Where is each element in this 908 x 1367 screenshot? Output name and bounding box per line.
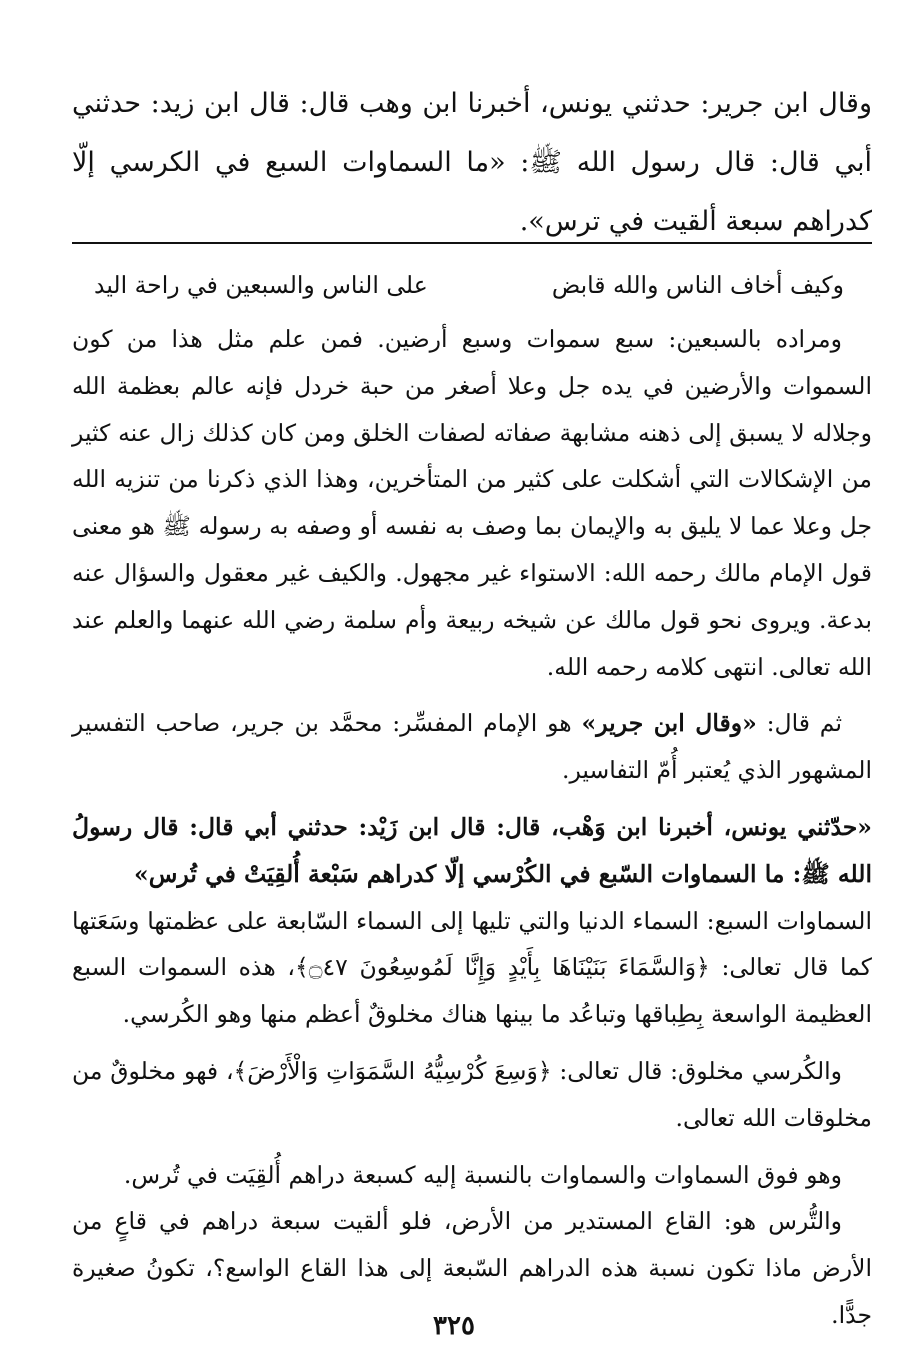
paragraph-5: والكُرسي مخلوق: قال تعالى: ﴿وَسِعَ كُرْسِيُّهُ السَّمَوَاتِ وَالْأَرْضَ﴾، فهو مخلوقٌ من مخلوقات الله تعالى.	[72, 1056, 872, 1132]
poetry-verse	[72, 262, 872, 308]
paragraph-2-prefix: ثم قال:	[756, 709, 842, 738]
commentary-body	[72, 262, 872, 1339]
verse-hemistich-1: وكيف أخاف الناس والله قابض	[551, 271, 844, 299]
paragraph-2-bold: «وقال ابن جرير»	[581, 709, 757, 738]
paragraph-2-rest: هو الإمام المفسِّر: محمَّد بن جرير، صاحب التفسير المشهور الذي يُعتبر أُمّ التفاسير.	[72, 709, 872, 785]
separator-rule	[72, 242, 872, 244]
top-hadith-text: وقال ابن جرير: حدثني يونس، أخبرنا ابن وهب قال: قال ابن زيد: حدثني أبي قال: قال رسول الله ﷺ: «ما السماوات السبع في الكرسي إلّا كدراهم سبعة ألقيت في ترس».	[72, 88, 872, 237]
paragraph-1: ومراده بالسبعين: سبع سموات وسبع أرضين. فمن علم مثل هذا من كون السموات والأرضين في يده جل وعلا أصغر من حبة خردل فإنه عالم بعظمة الله وجلاله لا يسبق إلى ذهنه مشابهة صفاته لصفات الخلق ومن كان كذلك زال عنه كثير من الإشكالات التي أشكلت على كثير من المتأخرين، وهذا الذي ذكرنا من تنزيه الله جل وعلا عما لا يليق به والإيمان بما وصف به نفسه أو وصفه به رسوله ﷺ هو معنى قول الإمام مالك رحمه الله: الاستواء غير مجهول. والكيف غير معقول والسؤال عنه بدعة. ويروى نحو قول مالك عن شيخه ربيعة وأم سلمة رضي الله عنهما والعلم عند الله تعالى. انتهى كلامه رحمه الله.	[72, 325, 872, 681]
paragraph-6: وهو فوق السماوات والسماوات بالنسبة إليه كسبعة دراهم أُلقِيَت في تُرس.	[123, 1160, 842, 1189]
paragraph-3-quote: «حدّثني يونس، أخبرنا ابن وَهْب، قال: قال ابن زَيْد: حدثني أبي قال: قال رسولُ الله ﷺ: ما السماوات السّبع في الكُرْسي إلّا كدراهم سَبْعة أُلقِيَتْ في تُرس»	[72, 812, 872, 888]
paragraph-4: السماوات السبع: السماء الدنيا والتي تليها إلى السماء السّابعة على عظمتها وسَعَتها كما قال تعالى: ﴿وَالسَّمَاءَ بَنَيْنَاهَا بِأَيْدٍ وَإِنَّا لَمُوسِعُونَ ۝٤٧﴾، هذه السموات السبع العظيمة الواسعة بِطِباقها وتباعُد ما بينها هناك مخلوقٌ أعظم منها وهو الكُرسي.	[72, 906, 872, 1029]
page-number: ٣٢٥	[433, 1311, 475, 1341]
verse-hemistich-2: على الناس والسبعين في راحة اليد	[94, 271, 428, 299]
paragraph-7: والتُّرس هو: القاع المستدير من الأرض، فلو ألقيت سبعة دراهم في قاعٍ من الأرض ماذا تكون نسبة هذه الدراهم السّبعة إلى هذا القاع الواسع؟، تكونُ صغيرة جدًّا.	[72, 1207, 872, 1329]
hadith-excerpt	[72, 74, 872, 251]
paragraph-2	[72, 700, 872, 794]
